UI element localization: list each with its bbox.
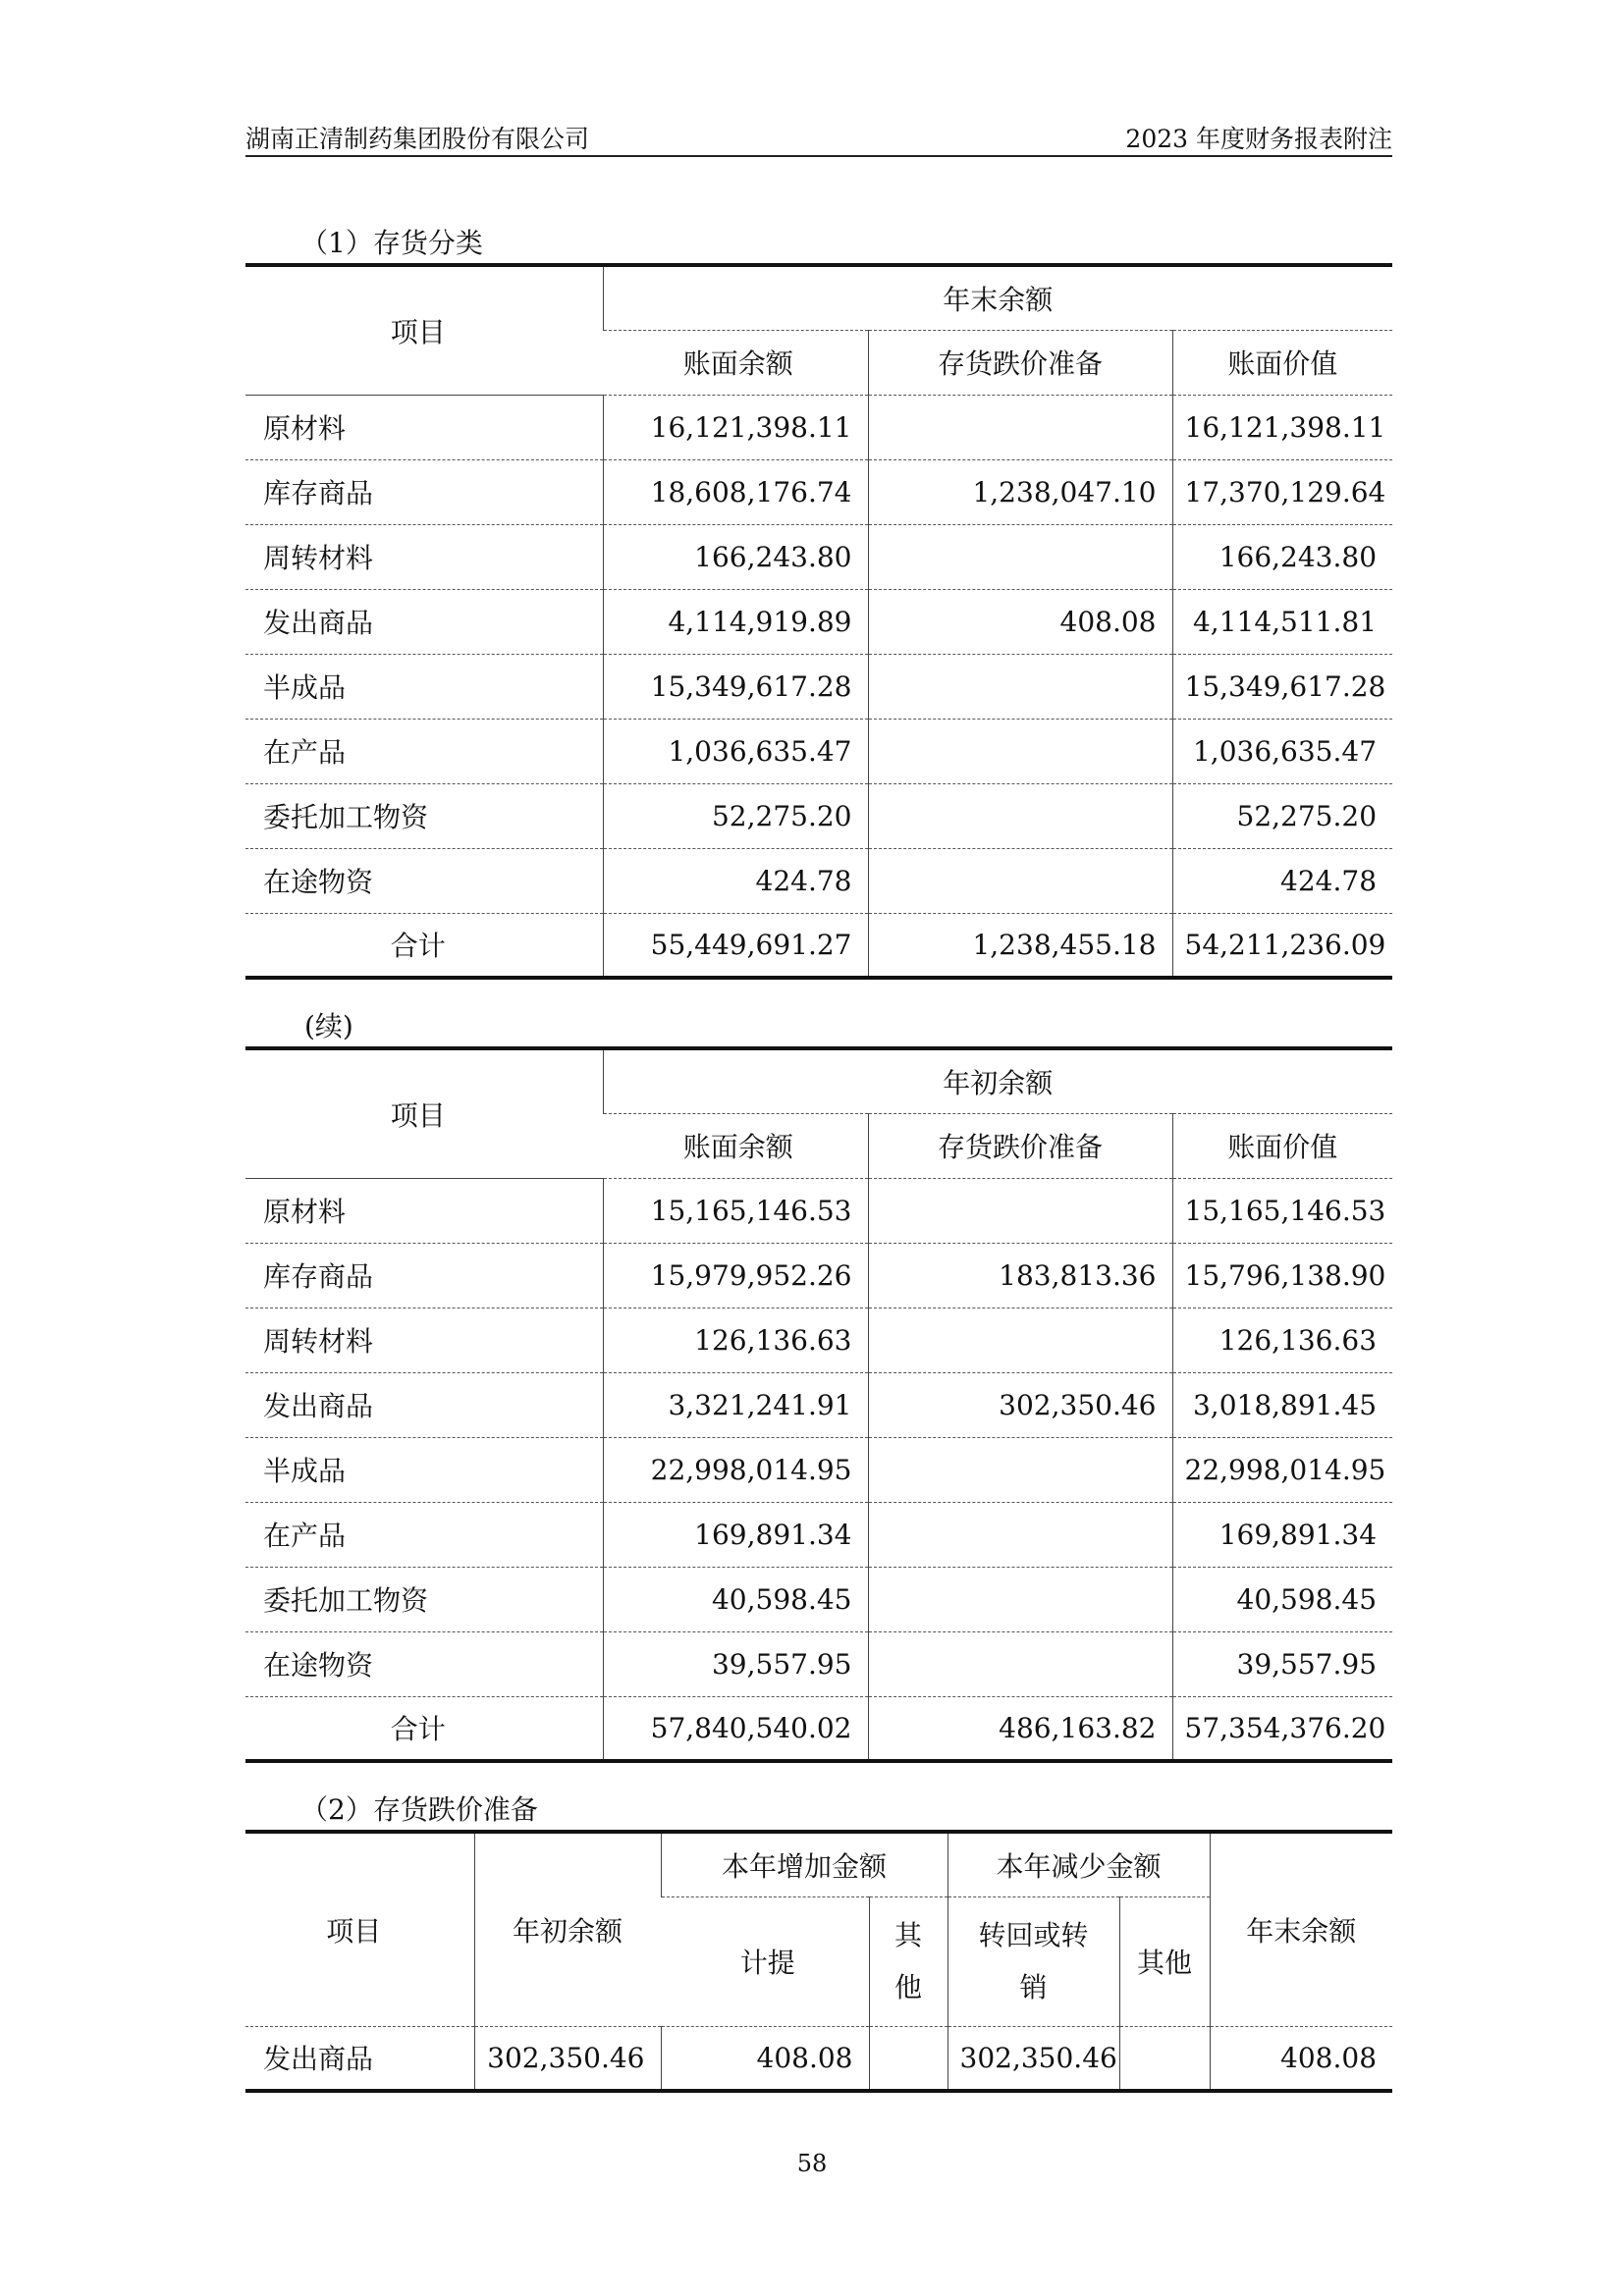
- column-header-book-balance: 账面余额: [603, 330, 868, 395]
- row-book-value: 15,796,138.90: [1172, 1243, 1392, 1308]
- column-header-other-increase: [869, 1896, 947, 2026]
- column-header-closing: 年末余额: [1210, 1832, 1392, 2026]
- row-provision: [868, 524, 1172, 589]
- table-row: [245, 1437, 1392, 1502]
- row-book-balance: 166,243.80: [603, 524, 868, 589]
- row-name: 发出商品: [245, 589, 603, 654]
- row-book-balance: 18,608,176.74: [603, 459, 868, 524]
- row-name: 原材料: [245, 1178, 603, 1243]
- inventory-classification-table-opening: [245, 1046, 1392, 1763]
- row-name: 库存商品: [245, 459, 603, 524]
- row-book-value: 52,275.20: [1172, 783, 1392, 848]
- row-provision: [868, 1437, 1172, 1502]
- reversal-line1: 转回或转: [978, 1918, 1089, 1951]
- row-book-value: 39,557.95: [1172, 1631, 1392, 1696]
- table-row: [245, 654, 1392, 719]
- table-row: [245, 1178, 1392, 1243]
- page-number: 58: [796, 2150, 828, 2177]
- inventory-classification-table-closing: [245, 263, 1392, 980]
- row-book-value: 40,598.45: [1172, 1567, 1392, 1631]
- row-book-value: 169,891.34: [1172, 1502, 1392, 1567]
- row-name: 原材料: [245, 395, 603, 459]
- row-book-value: 17,370,129.64: [1172, 459, 1392, 524]
- row-provision: [868, 1502, 1172, 1567]
- total-book-value: 57,354,376.20: [1172, 1696, 1392, 1761]
- row-name: 委托加工物资: [245, 783, 603, 848]
- other-increase-line2: 他: [894, 1971, 923, 2003]
- total-provision: 1,238,455.18: [868, 913, 1172, 978]
- total-label: 合计: [245, 1696, 603, 1761]
- row-name: 半成品: [245, 1437, 603, 1502]
- section1-caption: （1）存货分类: [300, 227, 483, 259]
- table-row: [245, 395, 1392, 459]
- inventory-provision-table: [245, 1830, 1392, 2093]
- total-book-balance: 57,840,540.02: [603, 1696, 868, 1761]
- row-provision: 1,238,047.10: [868, 459, 1172, 524]
- row-book-balance: 15,349,617.28: [603, 654, 868, 719]
- column-header-item: 项目: [245, 1048, 603, 1178]
- row-name: 在途物资: [245, 1631, 603, 1696]
- column-header-book-balance: 账面余额: [603, 1113, 868, 1178]
- row-book-value: 3,018,891.45: [1172, 1372, 1392, 1437]
- row-provision: [868, 848, 1172, 913]
- row-book-value: 16,121,398.11: [1172, 395, 1392, 459]
- total-label: 合计: [245, 913, 603, 978]
- row-book-balance: 1,036,635.47: [603, 719, 868, 783]
- table-total-row: [245, 1696, 1392, 1761]
- table-row: [245, 1308, 1392, 1372]
- row-book-value: 126,136.63: [1172, 1308, 1392, 1372]
- column-header-item: 项目: [245, 1832, 474, 2026]
- total-book-balance: 55,449,691.27: [603, 913, 868, 978]
- row-name: 周转材料: [245, 1308, 603, 1372]
- row-name: 委托加工物资: [245, 1567, 603, 1631]
- row-provision: [868, 783, 1172, 848]
- row-name: 周转材料: [245, 524, 603, 589]
- column-group-opening-balance: 年初余额: [603, 1048, 1392, 1113]
- row-name: 发出商品: [245, 1372, 603, 1437]
- table-row: [245, 2026, 1392, 2091]
- row-book-balance: 169,891.34: [603, 1502, 868, 1567]
- row-book-value: 166,243.80: [1172, 524, 1392, 589]
- row-book-balance: 52,275.20: [603, 783, 868, 848]
- row-provision: [868, 1308, 1172, 1372]
- table-row: [245, 524, 1392, 589]
- table-row: [245, 589, 1392, 654]
- row-book-value: 15,165,146.53: [1172, 1178, 1392, 1243]
- row-book-balance: 39,557.95: [603, 1631, 868, 1696]
- row-provision: [868, 395, 1172, 459]
- row-book-balance: 15,165,146.53: [603, 1178, 868, 1243]
- column-header-provision: 存货跌价准备: [868, 1113, 1172, 1178]
- column-header-item: 项目: [245, 265, 603, 395]
- table-total-row: [245, 913, 1392, 978]
- row-reversal: 302,350.46: [947, 2026, 1119, 2091]
- row-book-value: 22,998,014.95: [1172, 1437, 1392, 1502]
- total-provision: 486,163.82: [868, 1696, 1172, 1761]
- table-header-row: [245, 265, 1392, 330]
- row-book-balance: 424.78: [603, 848, 868, 913]
- row-book-value: 424.78: [1172, 848, 1392, 913]
- column-header-reversal: [947, 1896, 1119, 2026]
- report-title: 2023 年度财务报表附注: [1125, 125, 1392, 153]
- column-group-increase: 本年增加金额: [661, 1832, 947, 1896]
- row-book-balance: 22,998,014.95: [603, 1437, 868, 1502]
- row-book-balance: 16,121,398.11: [603, 395, 868, 459]
- table-row: [245, 1372, 1392, 1437]
- row-name: 在产品: [245, 719, 603, 783]
- table-row: [245, 1567, 1392, 1631]
- row-provision: 183,813.36: [868, 1243, 1172, 1308]
- row-book-balance: 15,979,952.26: [603, 1243, 868, 1308]
- column-header-other-decrease: 其他: [1119, 1896, 1210, 2026]
- table-header-row: [245, 1048, 1392, 1113]
- column-header-book-value: 账面价值: [1172, 1113, 1392, 1178]
- reversal-line2: 销: [1019, 1971, 1048, 2003]
- row-other-decrease: [1119, 2026, 1210, 2091]
- row-provision: [868, 1178, 1172, 1243]
- row-provision: [868, 719, 1172, 783]
- row-book-value: 15,349,617.28: [1172, 654, 1392, 719]
- row-accrual: 408.08: [661, 2026, 869, 2091]
- table-row: [245, 848, 1392, 913]
- row-provision: [868, 1567, 1172, 1631]
- row-book-balance: 40,598.45: [603, 1567, 868, 1631]
- total-book-value: 54,211,236.09: [1172, 913, 1392, 978]
- other-increase-line1: 其: [894, 1918, 923, 1951]
- column-group-decrease: 本年减少金额: [947, 1832, 1210, 1896]
- row-book-balance: 3,321,241.91: [603, 1372, 868, 1437]
- row-name: 在产品: [245, 1502, 603, 1567]
- table-row: [245, 1631, 1392, 1696]
- section2-caption: （2）存货跌价准备: [300, 1793, 538, 1826]
- table-row: [245, 1502, 1392, 1567]
- row-provision: 408.08: [868, 589, 1172, 654]
- column-header-book-value: 账面价值: [1172, 330, 1392, 395]
- table-row: [245, 719, 1392, 783]
- row-provision: [868, 1631, 1172, 1696]
- row-other-increase: [869, 2026, 947, 2091]
- column-group-closing-balance: 年末余额: [603, 265, 1392, 330]
- table-row: [245, 459, 1392, 524]
- row-name: 发出商品: [245, 2026, 474, 2091]
- row-name: 库存商品: [245, 1243, 603, 1308]
- row-name: 半成品: [245, 654, 603, 719]
- page-header: [245, 116, 1392, 157]
- table-row: [245, 783, 1392, 848]
- table-row: [245, 1243, 1392, 1308]
- row-book-value: 1,036,635.47: [1172, 719, 1392, 783]
- row-provision: 302,350.46: [868, 1372, 1172, 1437]
- row-opening: 302,350.46: [474, 2026, 661, 2091]
- row-provision: [868, 654, 1172, 719]
- row-closing: 408.08: [1210, 2026, 1392, 2091]
- column-header-opening: 年初余额: [474, 1832, 661, 2026]
- row-book-value: 4,114,511.81: [1172, 589, 1392, 654]
- row-name: 在途物资: [245, 848, 603, 913]
- table-header-row: [245, 1832, 1392, 1896]
- row-book-balance: 126,136.63: [603, 1308, 868, 1372]
- company-name: 湖南正清制药集团股份有限公司: [245, 125, 590, 153]
- column-header-accrual: 计提: [661, 1896, 869, 2026]
- column-header-provision: 存货跌价准备: [868, 330, 1172, 395]
- section1b-caption: (续): [304, 1010, 353, 1042]
- row-book-balance: 4,114,919.89: [603, 589, 868, 654]
